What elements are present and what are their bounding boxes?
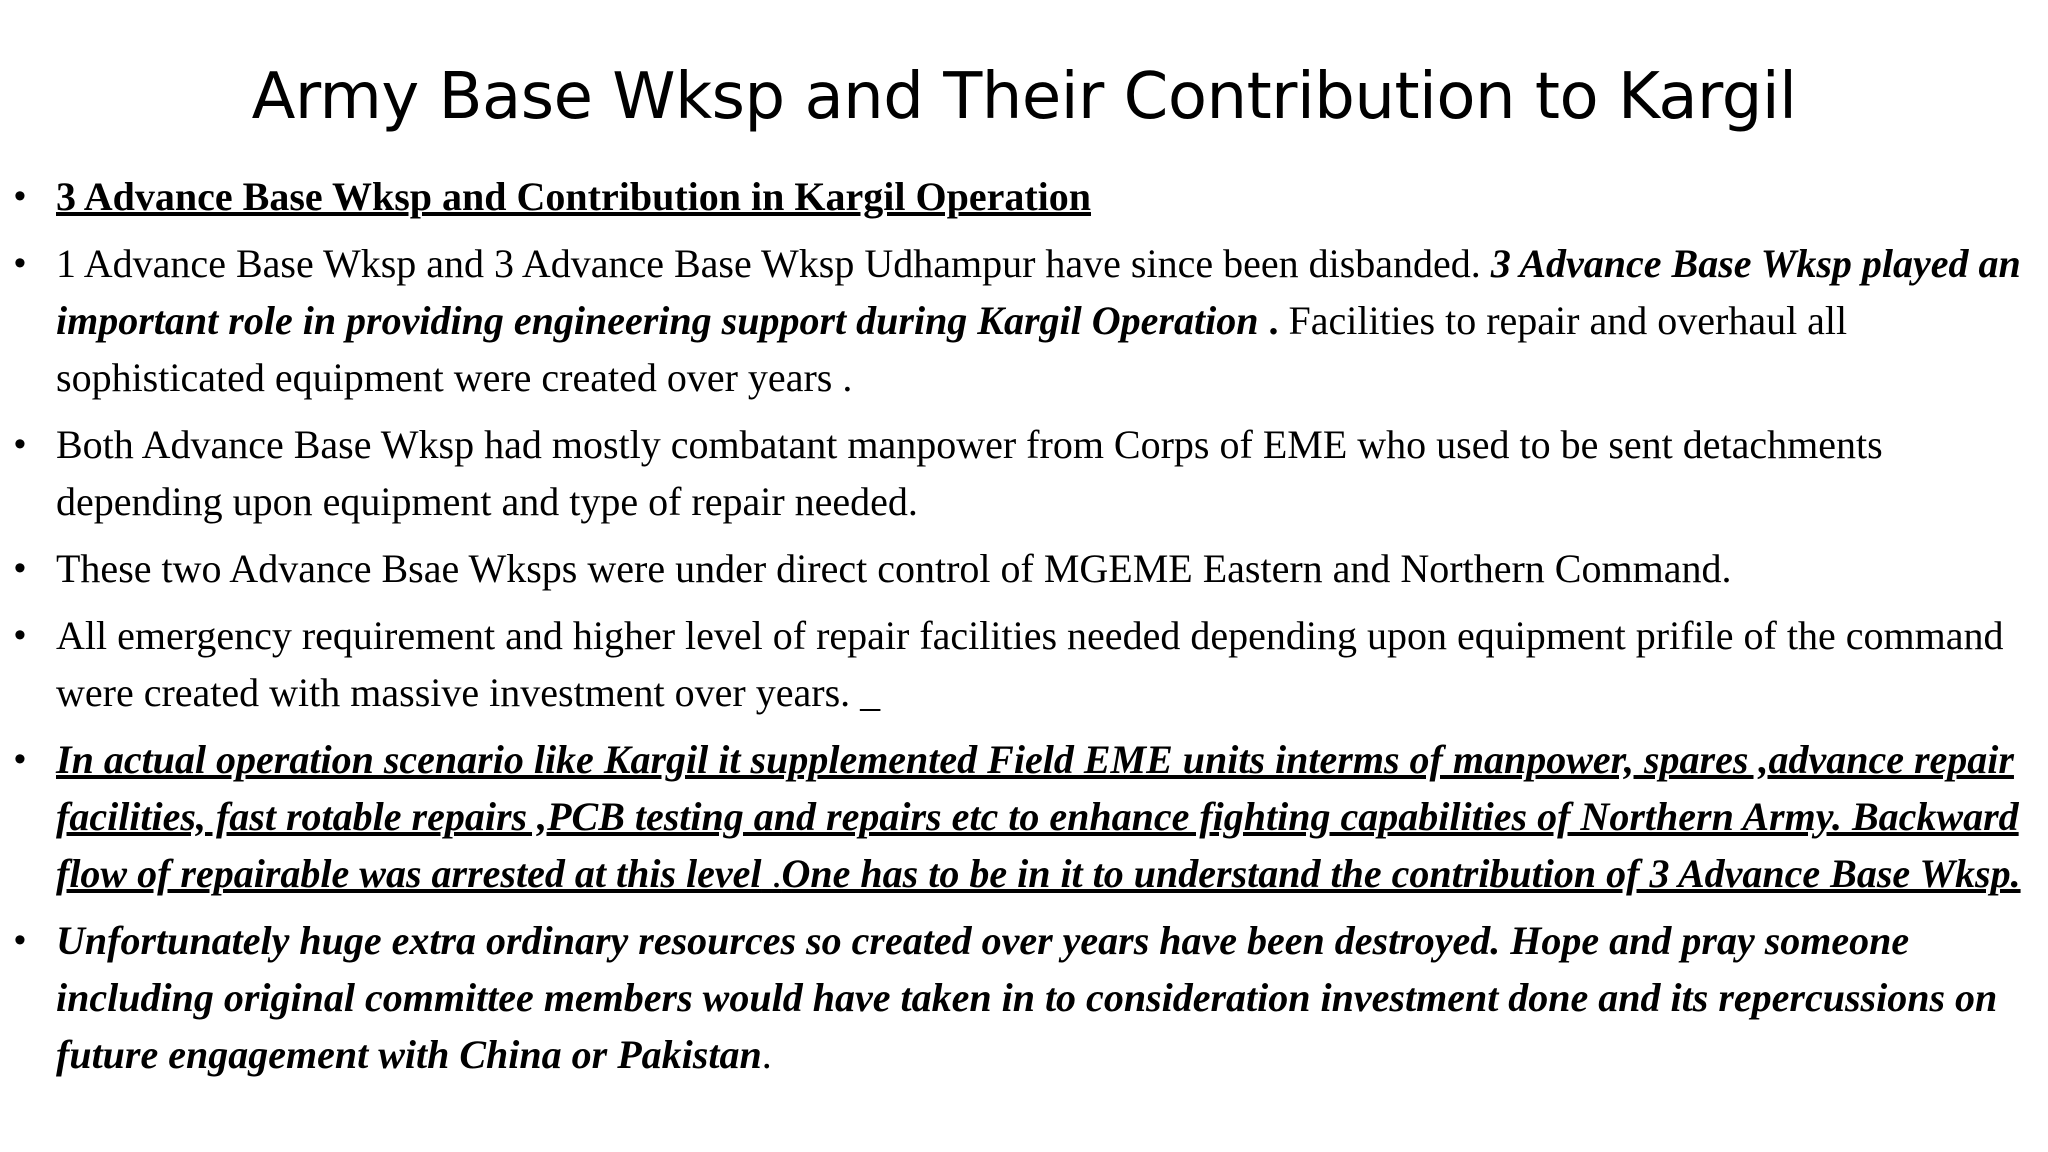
bullet-2-text-a: 1 Advance Base Wksp and 3 Advance Base Wksp Udhampur have since been disbanded. bbox=[56, 241, 1491, 286]
bullet-2-emphasis: 3 Advance Base Wksp played an important role in providing engineering support during Kargil Operation bbox=[56, 241, 2021, 343]
bullet-dot-icon: • bbox=[14, 616, 26, 654]
bullet-7-emphasis: Unfortunately huge extra ordinary resources so created over years have been destroyed. Hope and pray someone including original committee members would have taken in to consideration investment done and its repercussions on future engagement with China or Pakistan bbox=[56, 918, 1998, 1077]
bullet-item-4 bbox=[14, 540, 2034, 597]
bullet-1-heading: 3 Advance Base Wksp and Contribution in Kargil Operation bbox=[56, 174, 1091, 219]
bullet-2-text-c: Facilities to repair and overhaul all sophisticated equipment were created over years . bbox=[56, 298, 1848, 400]
bullet-6-emphasis-b: One has to be in it to understand the contribution of 3 Advance Base Wksp. bbox=[781, 851, 2021, 896]
bullet-7-text: . bbox=[761, 1032, 772, 1077]
bullet-item-7 bbox=[14, 912, 2034, 1083]
bullet-6-text: . bbox=[761, 851, 782, 896]
bullet-6-emphasis-a: In actual operation scenario like Kargil it supplemented Field EME units interms of manpower, spares ,advance repair facilities, fast rotable repairs ,PCB testing and repairs etc to enhance fighting capabilities of Northern Army. Backward flow of repairable was arrested at this level bbox=[56, 737, 2019, 896]
bullet-3-text: Both Advance Base Wksp had mostly combatant manpower from Corps of EME who used to be sent detachments depending upon equipment and type of repair needed. bbox=[56, 422, 1883, 524]
bullet-item-3 bbox=[14, 416, 2034, 530]
bullet-5-text: All emergency requirement and higher level of repair facilities needed depending upon equipment prifile of the command were created with massive investment over years. _ bbox=[56, 613, 2004, 715]
bullet-list bbox=[14, 168, 2034, 1093]
bullet-item-5 bbox=[14, 607, 2034, 721]
bullet-dot-icon: • bbox=[14, 549, 26, 587]
bullet-dot-icon: • bbox=[14, 740, 26, 778]
bullet-item-1 bbox=[14, 168, 2034, 225]
bullet-dot-icon: • bbox=[14, 244, 26, 282]
slide-title: Army Base Wksp and Their Contribution to Kargil bbox=[251, 60, 1797, 134]
bullet-dot-icon: • bbox=[14, 921, 26, 959]
bullet-item-2 bbox=[14, 235, 2034, 406]
bullet-4-text: These two Advance Bsae Wksps were under direct control of MGEME Eastern and Northern Command. bbox=[56, 546, 1732, 591]
bullet-2-text-b: . bbox=[1258, 298, 1289, 343]
bullet-dot-icon: • bbox=[14, 425, 26, 463]
bullet-dot-icon: • bbox=[14, 177, 26, 215]
bullet-item-6 bbox=[14, 731, 2034, 902]
